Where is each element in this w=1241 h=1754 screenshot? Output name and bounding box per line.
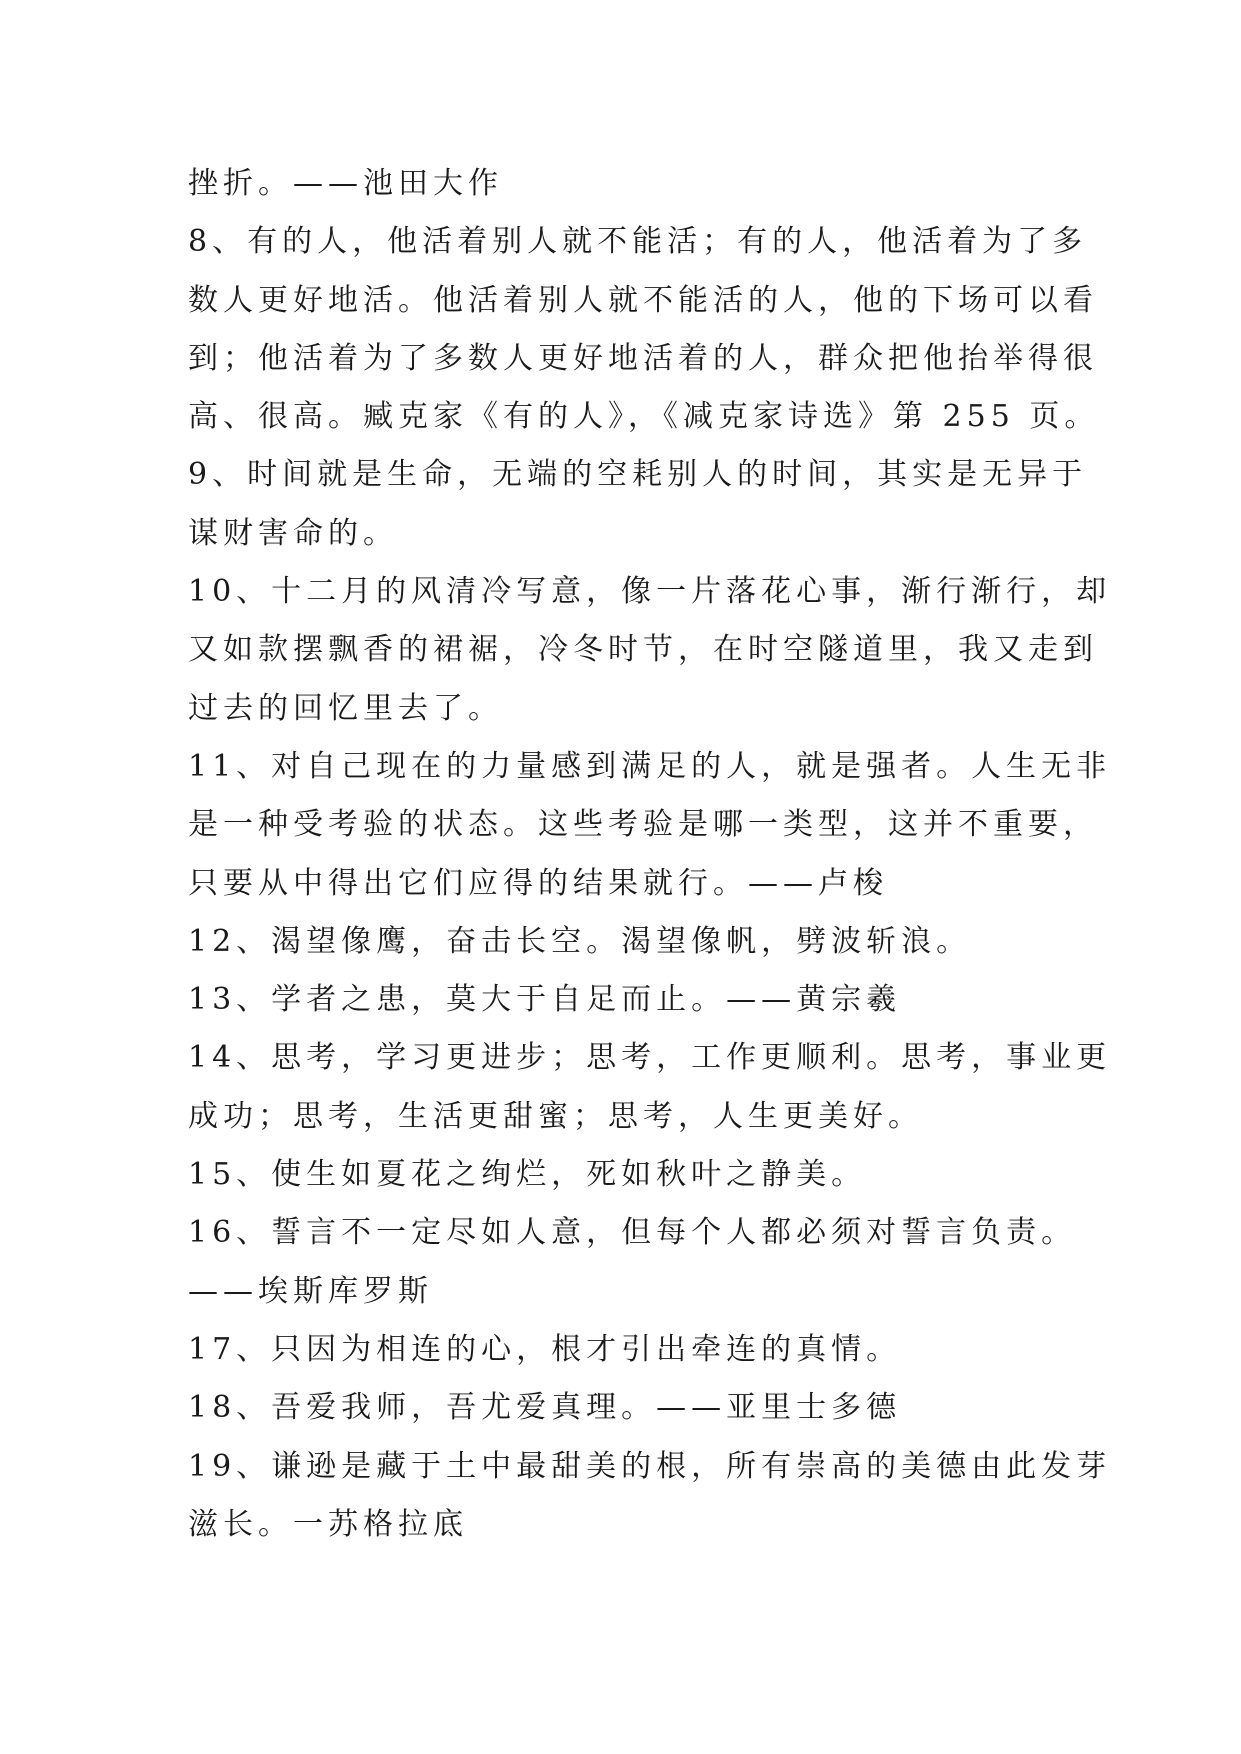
text-line: 8、有的人，他活着别人就不能活；有的人，他活着为了多 (188, 224, 1088, 260)
document-body (188, 155, 1112, 1554)
text-line: 14、思考，学习更进步；思考，工作更顺利。思考，事业更 (188, 1040, 1112, 1076)
text-line: 9、时间就是生命，无端的空耗别人的时间，其实是无异于 (188, 457, 1088, 493)
text-line: 18、吾爱我师，吾尤爱真理。——亚里士多德 (188, 1390, 902, 1426)
text-line: 11、对自己现在的力量感到满足的人，就是强者。人生无非 (188, 748, 1112, 784)
text-line: 高、很高。臧克家《有的人》，《减克家诗选》第 255 页。 (188, 399, 1100, 435)
text-line: 19、谦逊是藏于土中最甜美的根，所有崇高的美德由此发芽 (188, 1448, 1112, 1484)
text-line: 挫折。——池田大作 (188, 166, 503, 201)
text-line: 谋财害命的。 (188, 515, 398, 551)
text-line: 是一种受考验的状态。这些考验是哪一类型，这并不重要， (188, 807, 1098, 843)
text-line: 16、誓言不一定尽如人意，但每个人都必须对誓言负责。 (188, 1215, 1077, 1251)
text-line: 过去的回忆里去了。 (188, 690, 503, 726)
text-line: 12、渴望像鹰，奋击长空。渴望像帆，劈波斩浪。 (188, 923, 972, 959)
text-line: 成功；思考，生活更甜蜜；思考，人生更美好。 (188, 1098, 923, 1134)
text-line: 又如款摆飘香的裙裾，冷冬时节，在时空隧道里，我又走到 (188, 632, 1098, 668)
text-line: 13、学者之患，莫大于自足而止。——黄宗羲 (188, 982, 902, 1018)
text-line: 17、只因为相连的心，根才引出牵连的真情。 (188, 1331, 902, 1367)
text-line: 到；他活着为了多数人更好地活着的人，群众把他抬举得很 (188, 340, 1098, 376)
text-line: 10、十二月的风清冷写意，像一片落花心事，渐行渐行，却 (188, 574, 1112, 610)
text-line: 只要从中得出它们应得的结果就行。——卢梭 (188, 865, 888, 901)
text-line: 滋长。一苏格拉底 (188, 1506, 468, 1542)
text-line: ——埃斯库罗斯 (188, 1273, 433, 1309)
text-line: 数人更好地活。他活着别人就不能活的人，他的下场可以看 (188, 282, 1098, 318)
text-line: 15、使生如夏花之绚烂，死如秋叶之静美。 (188, 1157, 867, 1193)
